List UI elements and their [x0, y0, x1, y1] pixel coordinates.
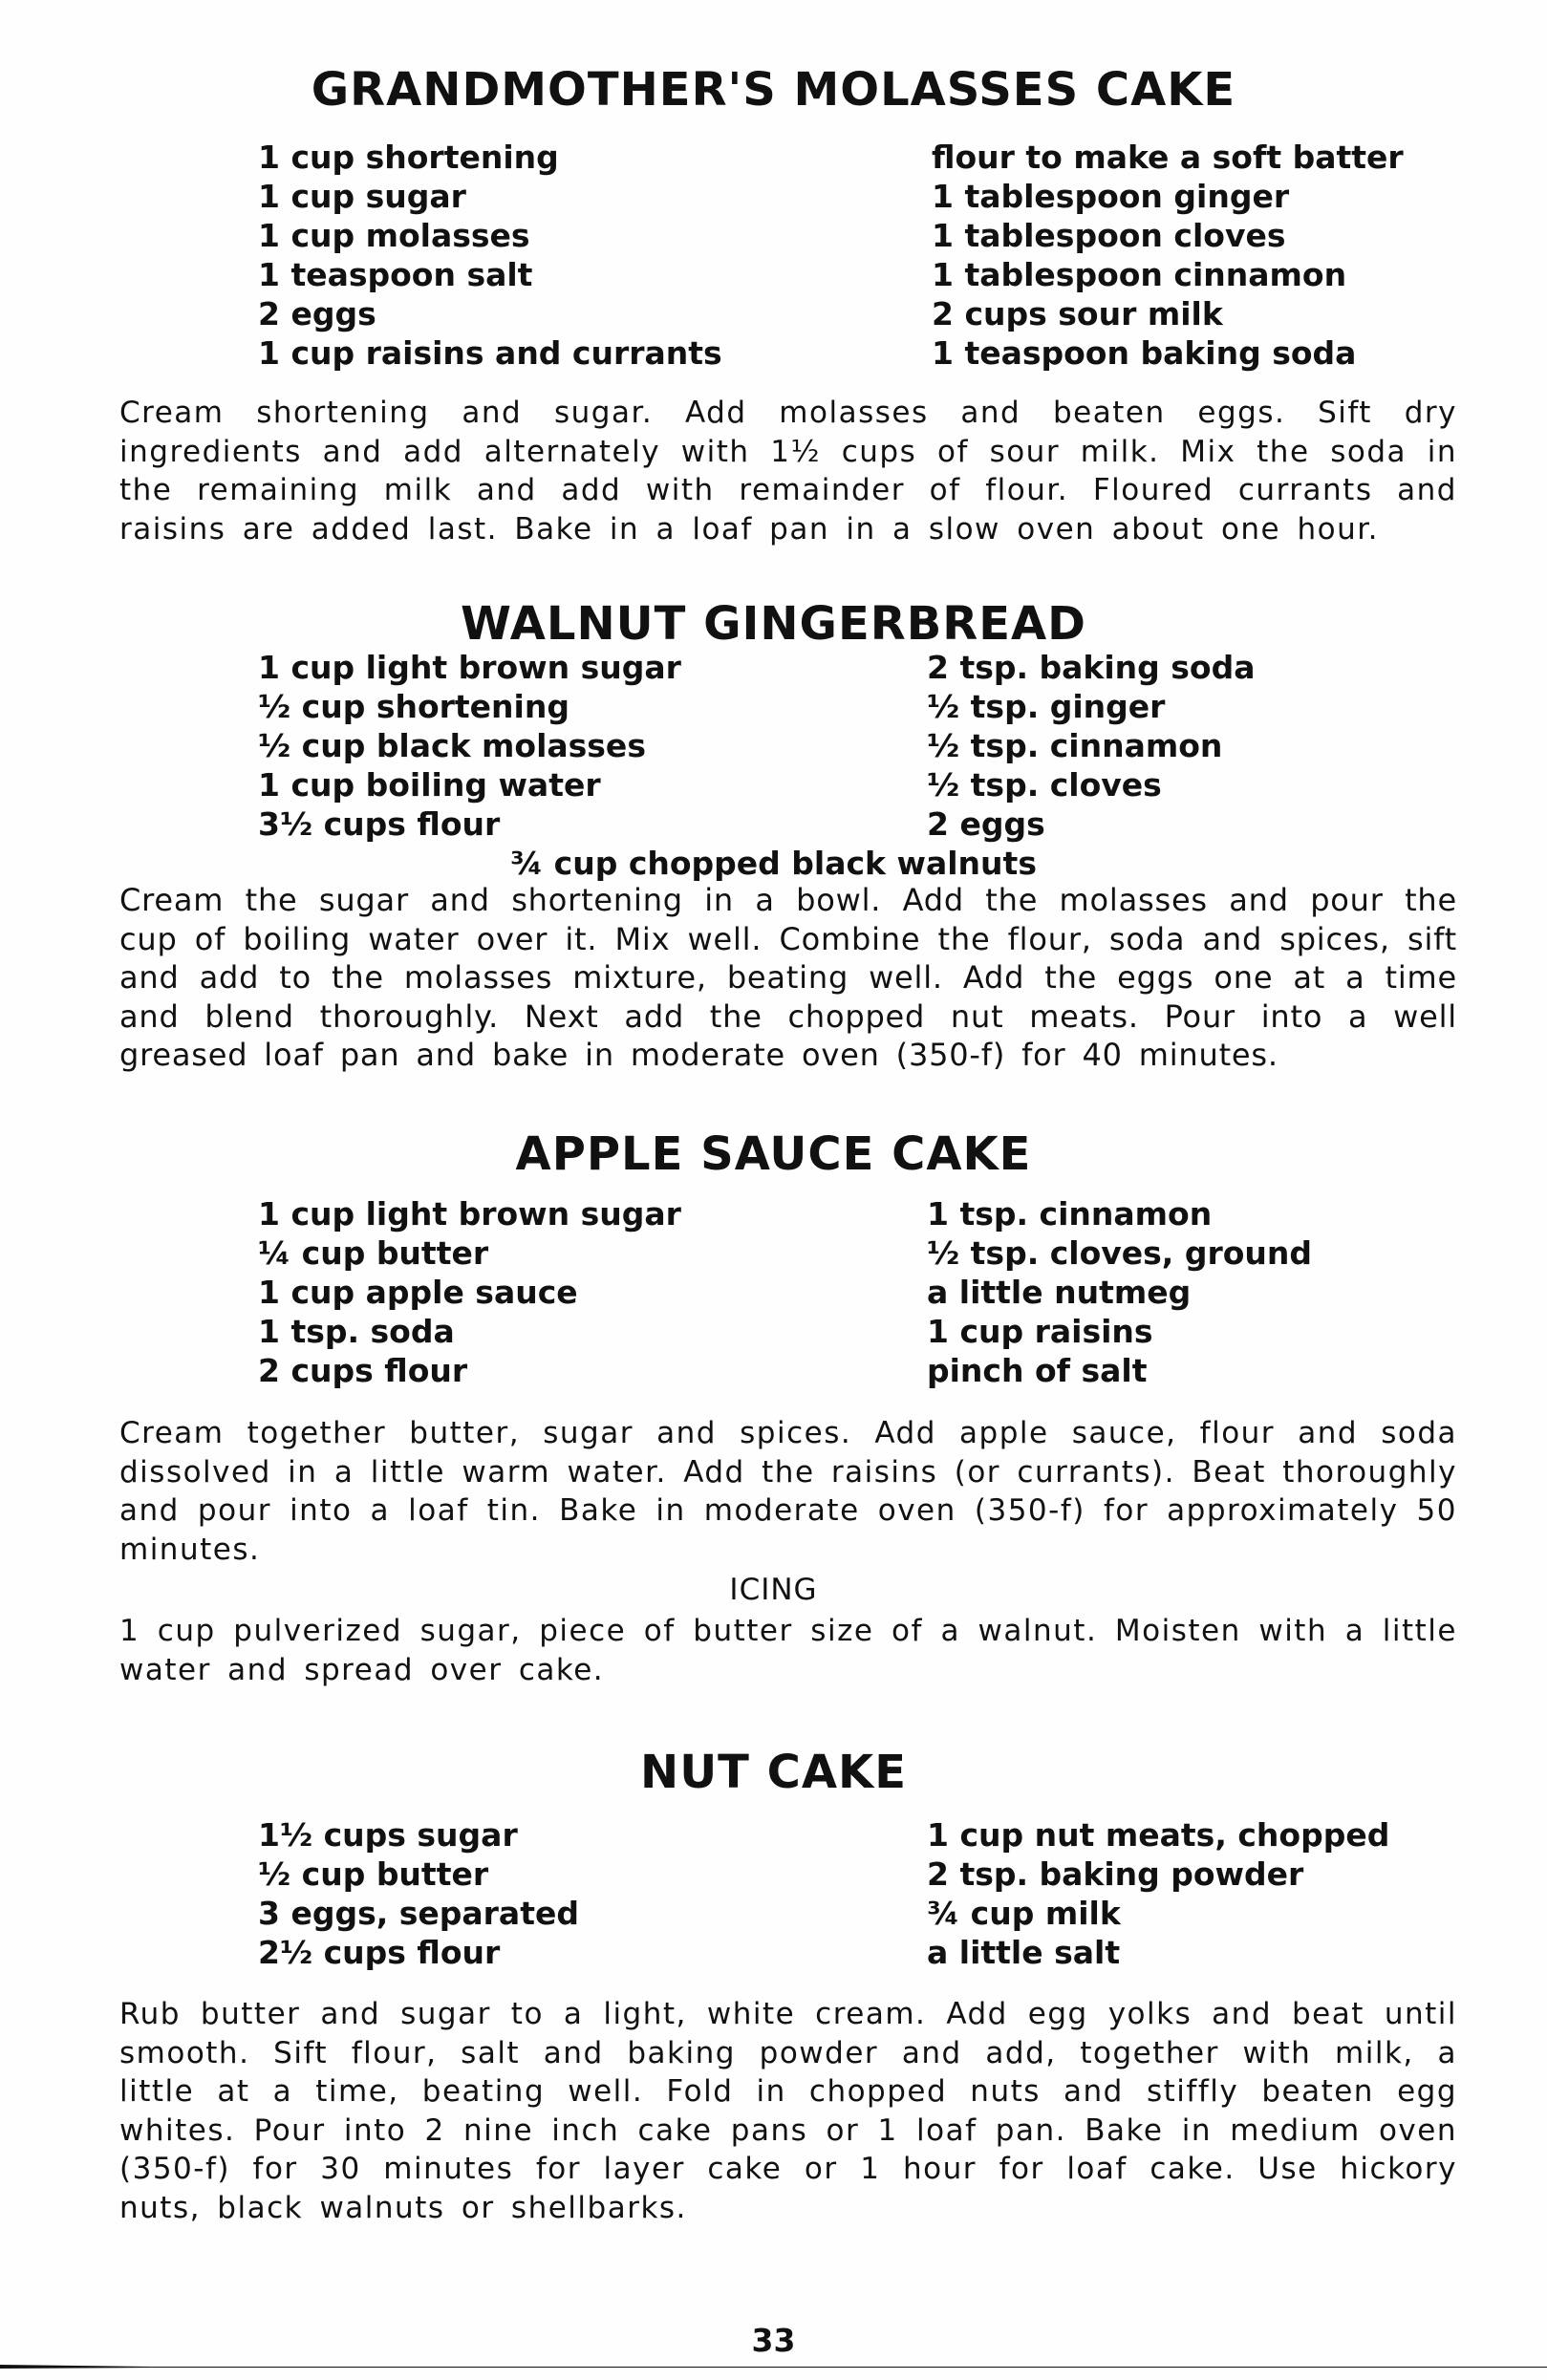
- ingredient: 1 teaspoon salt: [258, 256, 533, 293]
- ingredient: 2 eggs: [258, 295, 376, 332]
- ingredient: 2 eggs: [927, 805, 1045, 843]
- ingredient: ½ tsp. ginger: [927, 688, 1166, 725]
- ingredient: 2 tsp. baking soda: [927, 649, 1256, 686]
- ingredient-list-left: [258, 648, 681, 844]
- ingredient: ½ cup shortening: [258, 688, 569, 725]
- ingredient: 1 cup light brown sugar: [258, 1195, 681, 1233]
- ingredient-list-left: [258, 138, 722, 373]
- ingredient-list-right: [927, 1194, 1312, 1390]
- recipe-title: GRANDMOTHER'S MOLASSES CAKE: [311, 63, 1236, 117]
- recipe-directions: Cream the sugar and shortening in a bowl. Add the molasses and pour the cup of boiling water over it. Mix well. Combine the flour, soda and spices, sift and add to the molasses mixture, beating well. Add the eggs one at a time and blend thoroughly. Next add the chopped nut meats. Pour into a well greased loaf pan and bake in moderate oven (350-f) for 40 minutes.: [119, 882, 1457, 1073]
- ingredient: 1 cup raisins: [927, 1313, 1153, 1350]
- ingredient-list-right: [927, 648, 1255, 844]
- ingredient: 1 cup nut meats, chopped: [927, 1816, 1390, 1854]
- ingredient: ¼ cup butter: [258, 1234, 489, 1272]
- ingredient-list-left: [258, 1194, 681, 1390]
- ingredient-list-right: [932, 138, 1404, 373]
- ingredient: 1 cup light brown sugar: [258, 649, 681, 686]
- ingredient: 1 tablespoon cinnamon: [932, 256, 1347, 293]
- page-number: 33: [751, 2322, 796, 2359]
- icing-directions: 1 cup pulverized sugar, piece of butter size of a walnut. Moisten with a little water and spread over cake.: [119, 1614, 1457, 1687]
- ingredient: flour to make a soft batter: [932, 139, 1404, 176]
- ingredient: 1 tablespoon ginger: [932, 178, 1290, 215]
- ingredient: a little nutmeg: [927, 1274, 1192, 1311]
- ingredient-list-left: [258, 1815, 579, 1972]
- ingredient: 2 cups flour: [258, 1352, 468, 1389]
- ingredient: 2 tsp. baking powder: [927, 1855, 1304, 1893]
- ingredient: 1 cup sugar: [258, 178, 466, 215]
- ingredient: 2 cups sour milk: [932, 295, 1223, 332]
- ingredient: a little salt: [927, 1934, 1121, 1971]
- recipe-title: NUT CAKE: [640, 1746, 907, 1799]
- ingredient: 2½ cups flour: [258, 1934, 501, 1971]
- recipe-title: WALNUT GINGERBREAD: [460, 597, 1087, 651]
- ingredient-centered: ¾ cup chopped black walnuts: [510, 845, 1037, 882]
- ingredient: 1 teaspoon baking soda: [932, 334, 1357, 372]
- ingredient: 1 tsp. cinnamon: [927, 1195, 1213, 1233]
- ingredient: ½ cup butter: [258, 1855, 489, 1893]
- ingredient: 1 cup molasses: [258, 217, 530, 254]
- icing-heading: ICING: [729, 1573, 818, 1607]
- recipe-directions: Cream together butter, sugar and spices. Add apple sauce, flour and soda dissolved in a little warm water. Add the raisins (or currants). Beat thoroughly and pour into a loaf tin. Bake in moderate oven (350-f) for approximately 50 minutes.: [119, 1416, 1457, 1567]
- ingredient: 1 cup shortening: [258, 139, 559, 176]
- recipe-title: APPLE SAUCE CAKE: [515, 1127, 1032, 1181]
- ingredient-list-right: [927, 1815, 1389, 1972]
- bottom-rule: [0, 2365, 1547, 2369]
- ingredient: pinch of salt: [927, 1352, 1148, 1389]
- ingredient: ½ tsp. cloves: [927, 766, 1162, 804]
- ingredient: 1 tablespoon cloves: [932, 217, 1286, 254]
- ingredient: 3 eggs, separated: [258, 1895, 579, 1932]
- ingredient: 1 cup apple sauce: [258, 1274, 578, 1311]
- ingredient: ¾ cup milk: [927, 1895, 1121, 1932]
- ingredient: ½ tsp. cinnamon: [927, 727, 1223, 764]
- ingredient: 1 cup raisins and currants: [258, 334, 722, 372]
- ingredient: ½ tsp. cloves, ground: [927, 1234, 1312, 1272]
- ingredient: 3½ cups flour: [258, 805, 501, 843]
- ingredient: 1½ cups sugar: [258, 1816, 518, 1854]
- ingredient: ½ cup black molasses: [258, 727, 646, 764]
- recipe-directions: Rub butter and sugar to a light, white cream. Add egg yolks and beat until smooth. Sift flour, salt and baking powder and add, together with milk, a little at a time, beating well. Fold in chopped nuts and stiffly beaten egg whites. Pour into 2 nine inch cake pans or 1 loaf pan. Bake in medium oven (350-f) for 30 minutes for layer cake or 1 hour for loaf cake. Use hickory nuts, black walnuts or shellbarks.: [119, 1997, 1457, 2225]
- ingredient: 1 tsp. soda: [258, 1313, 455, 1350]
- recipe-directions: Cream shortening and sugar. Add molasses and beaten eggs. Sift dry ingredients and add alternately with 1½ cups of sour milk. Mix the soda in the remaining milk and add with remainder of flour. Floured currants and raisins are added last. Bake in a loaf pan in a slow oven about one hour.: [119, 396, 1457, 547]
- ingredient: 1 cup boiling water: [258, 766, 601, 804]
